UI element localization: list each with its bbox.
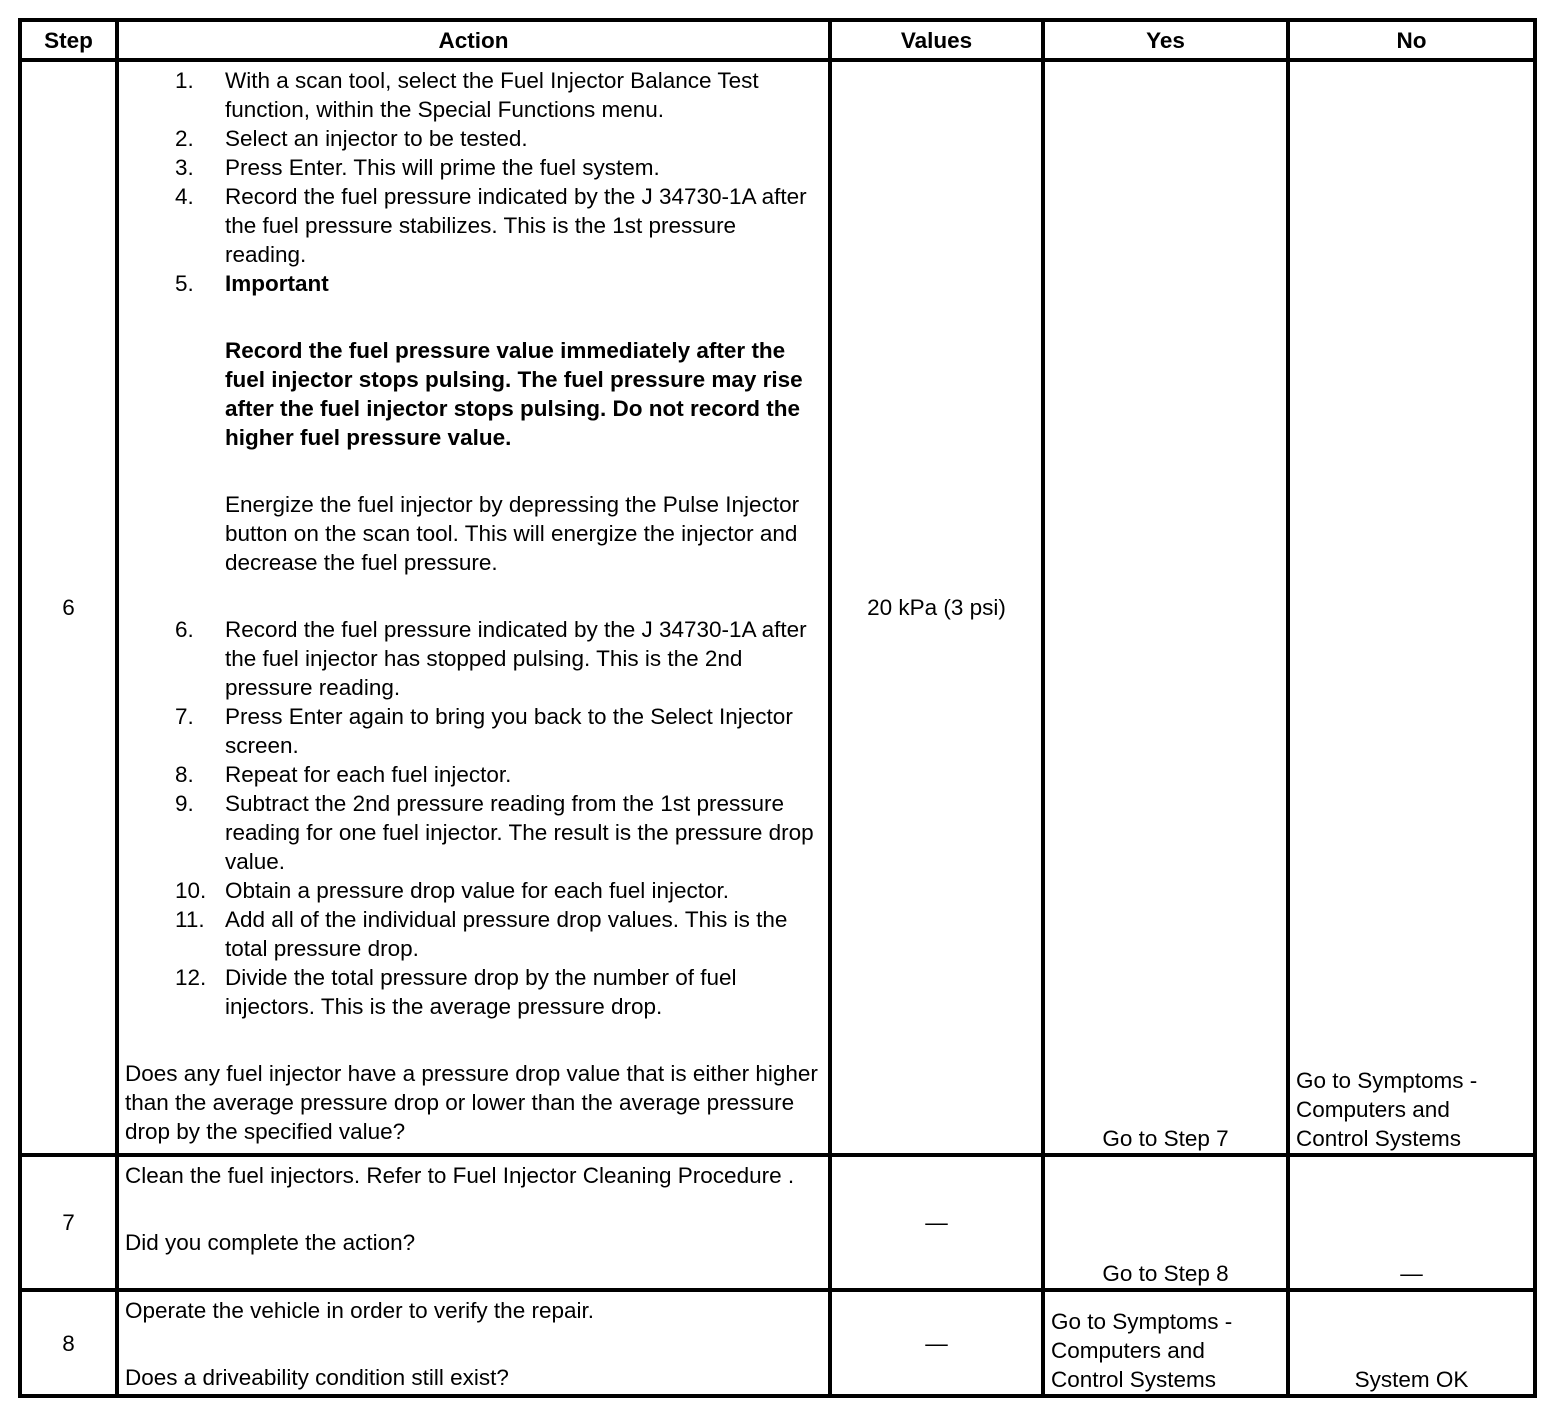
no-cell: System OK: [1288, 1290, 1535, 1396]
step-number: 7: [20, 1155, 117, 1290]
list-item: 7. Press Enter again to bring you back to the Select Injector screen.: [175, 704, 793, 758]
list-item: 11. Add all of the individual pressure drop values. This is the total pressure drop.: [175, 907, 788, 961]
list-item: 9. Subtract the 2nd pressure reading from the 1st pressure reading for one fuel injector. The result is the pressure drop value.: [175, 791, 814, 874]
header-step: Step: [20, 20, 117, 60]
values-cell: 20 kPa (3 psi): [830, 60, 1043, 1155]
step-8-question: Does a driveability condition still exist?: [125, 1365, 509, 1390]
no-cell: Go to Symptoms - Computers and Control Systems: [1288, 60, 1535, 1155]
header-row: [20, 20, 1535, 60]
step-7-question: Did you complete the action?: [125, 1230, 416, 1255]
no-cell: —: [1288, 1155, 1535, 1290]
header-values: Values: [830, 20, 1043, 60]
action-cell: [117, 1290, 830, 1396]
action-cell: [117, 1155, 830, 1290]
header-no: No: [1288, 20, 1535, 60]
energize-text: Energize the fuel injector by depressing the Pulse Injector button on the scan tool. This will energize the injector and decrease the fuel pressure.: [225, 492, 800, 575]
table-row-step-8: [20, 1290, 1535, 1396]
yes-cell: Go to Symptoms - Computers and Control Systems: [1043, 1290, 1288, 1396]
procedure-list: [125, 66, 822, 1021]
table-row-step-6: [20, 60, 1535, 1155]
step-7-action: Clean the fuel injectors. Refer to Fuel Injector Cleaning Procedure .: [125, 1163, 795, 1188]
yes-cell: Go to Step 8: [1043, 1155, 1288, 1290]
action-cell: [117, 60, 830, 1155]
diagnostic-table: [18, 18, 1537, 1398]
list-item: 6. Record the fuel pressure indicated by the J 34730-1A after the fuel injector has stopped pulsing. This is the 2nd pressure reading.: [175, 617, 807, 700]
yes-cell: Go to Step 7: [1043, 60, 1288, 1155]
header-yes: Yes: [1043, 20, 1288, 60]
step-6-question: Does any fuel injector have a pressure drop value that is either higher than the average pressure drop or lower than the average pressure drop by the specified value?: [125, 1061, 818, 1144]
list-item: 3. Press Enter. This will prime the fuel system.: [175, 155, 660, 180]
values-cell: —: [830, 1290, 1043, 1396]
list-item: 4. Record the fuel pressure indicated by the J 34730-1A after the fuel pressure stabilizes. This is the 1st pressure reading.: [175, 184, 807, 267]
list-item: 2. Select an injector to be tested.: [175, 126, 528, 151]
header-action: Action: [117, 20, 830, 60]
list-item: 8. Repeat for each fuel injector.: [175, 762, 512, 787]
important-label: Important: [225, 271, 329, 296]
important-note: Record the fuel pressure value immediately after the fuel injector stops pulsing. The fuel pressure may rise after the fuel injector stops pulsing. Do not record the higher fuel pressure value.: [225, 338, 803, 450]
step-number: 8: [20, 1290, 117, 1396]
list-item: 12. Divide the total pressure drop by the number of fuel injectors. This is the average pressure drop.: [175, 965, 737, 1019]
list-item: 10. Obtain a pressure drop value for each fuel injector.: [175, 878, 730, 903]
list-item: 5. Important: [175, 271, 329, 296]
table-row-step-7: [20, 1155, 1535, 1290]
list-item: 1. With a scan tool, select the Fuel Injector Balance Test function, within the Special Functions menu.: [175, 68, 759, 122]
values-cell: —: [830, 1155, 1043, 1290]
list-item: [125, 298, 822, 615]
step-number: 6: [20, 60, 117, 1155]
step-8-action: Operate the vehicle in order to verify the repair.: [125, 1298, 594, 1323]
